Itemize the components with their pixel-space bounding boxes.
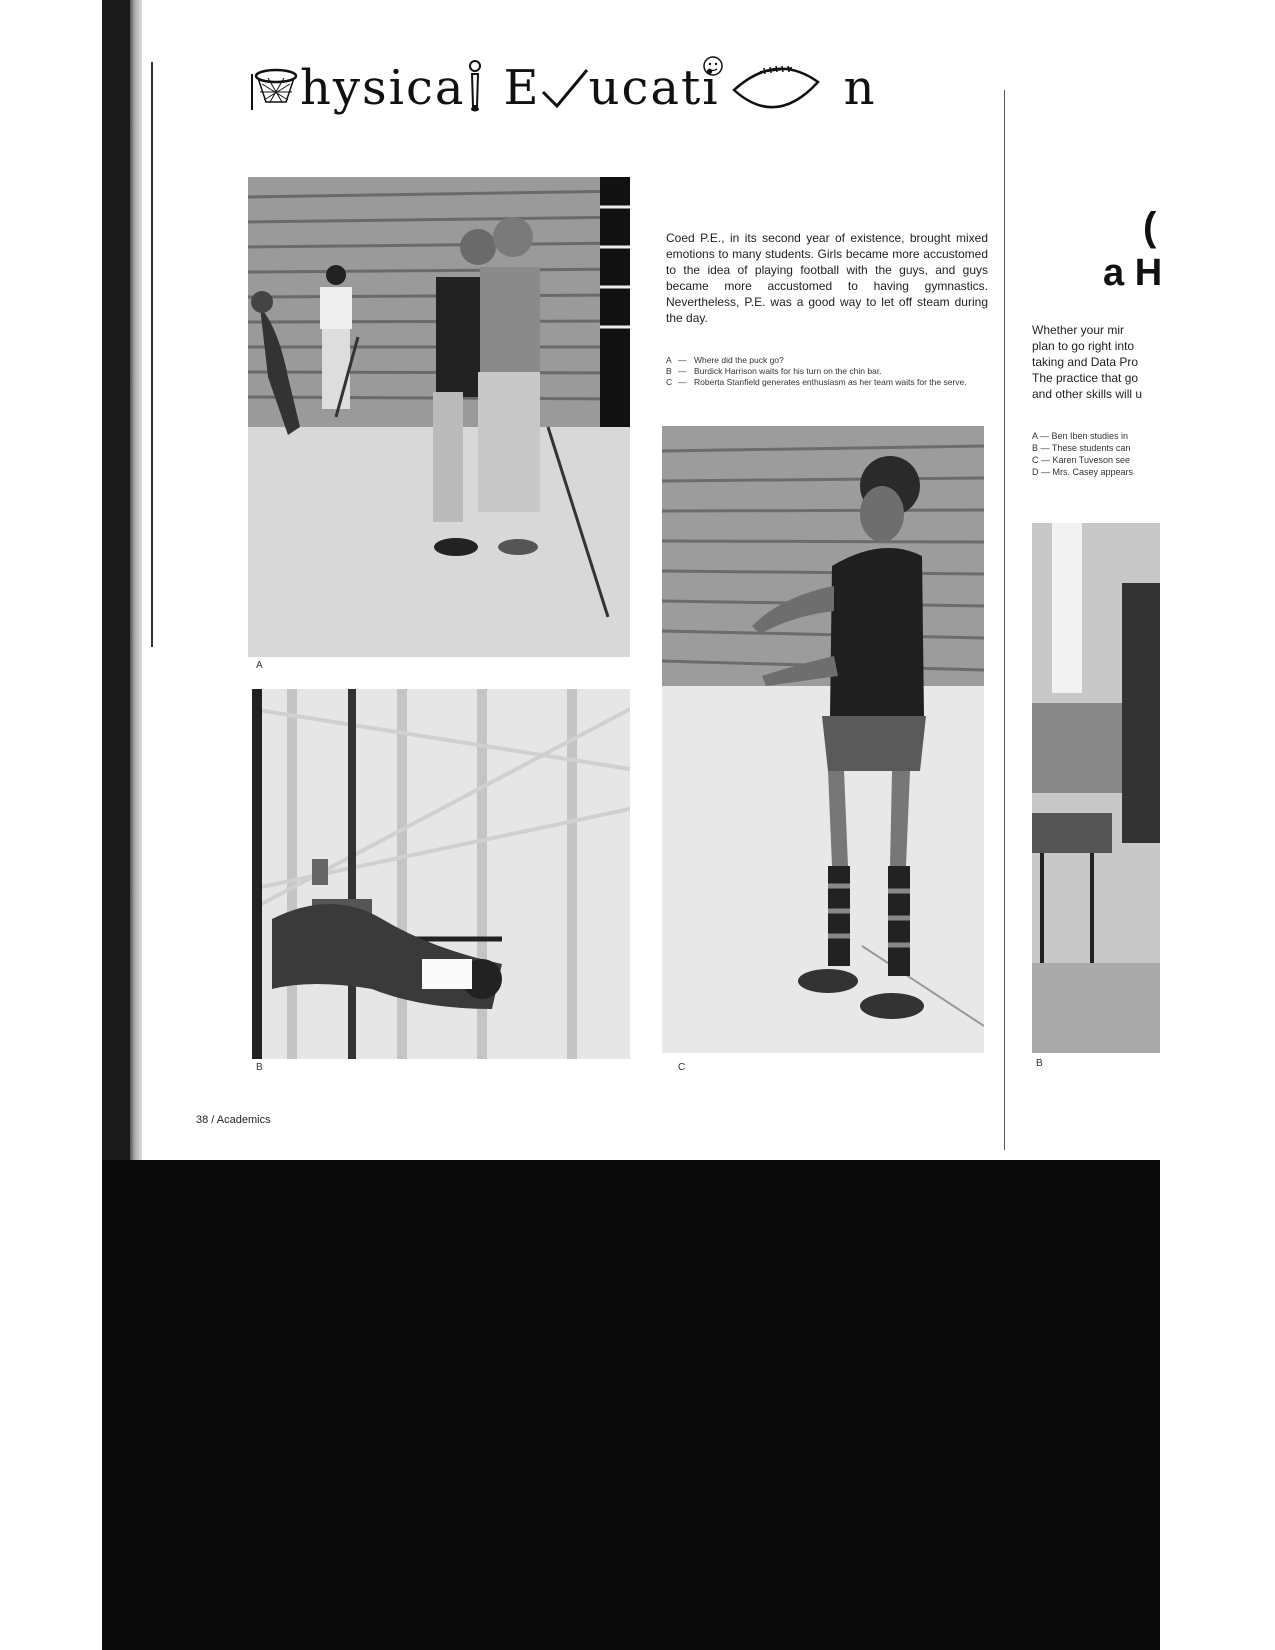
caption-dash: —	[678, 377, 687, 387]
next-page-body	[1032, 322, 1160, 402]
next-page-captions	[1032, 430, 1160, 478]
photo-a	[248, 177, 630, 657]
title-part-2: E	[503, 60, 541, 116]
scan-border-bottom	[102, 1160, 1160, 1650]
next-caption-line: C — Karen Tuveson see	[1032, 455, 1131, 465]
caption-letter: A	[666, 355, 672, 365]
page-gutter	[1004, 90, 1005, 1150]
caption-text: Where did the puck go?	[694, 355, 784, 365]
next-page-heading-line-2: a H	[1103, 252, 1163, 294]
title-part-3: ucat	[588, 60, 703, 116]
page-rule	[151, 62, 153, 647]
title-part-1: hysica	[300, 60, 466, 116]
football-icon	[730, 58, 822, 118]
book-binding-edge	[130, 0, 142, 1160]
next-body-line: Whether your mir	[1032, 323, 1125, 337]
next-page-heading-line-1: (	[1143, 205, 1157, 249]
next-body-line: and other skills will u	[1032, 387, 1143, 401]
scan-border-left	[102, 0, 130, 1160]
photo-c-label: C	[678, 1062, 686, 1073]
caption-dash: —	[678, 355, 687, 365]
photo-b-label: B	[256, 1062, 263, 1073]
caption-text: Roberta Stanfield generates enthusiasm as her team waits for the serve.	[694, 377, 967, 387]
next-body-line: plan to go right into	[1032, 339, 1135, 353]
title-part-5: n	[843, 60, 877, 116]
caption-row	[666, 366, 991, 377]
next-caption-line: A — Ben Iben studies in	[1032, 431, 1129, 441]
page-title	[248, 48, 877, 128]
next-body-line: The practice that go	[1032, 371, 1139, 385]
caption-letter: C	[666, 377, 673, 387]
title-part-4: i	[702, 60, 720, 116]
next-body-line: taking and Data Pro	[1032, 355, 1139, 369]
basketball-hoop-icon	[248, 62, 300, 114]
photo-c	[662, 426, 984, 1053]
caption-letter: B	[666, 366, 672, 376]
photo-captions	[666, 355, 991, 388]
scan-margin-right	[1160, 0, 1275, 1650]
next-caption-line: B — These students can	[1032, 443, 1131, 453]
next-page-photo-label: B	[1036, 1058, 1043, 1069]
caption-text: Burdick Harrison waits for his turn on the chin bar.	[694, 366, 882, 376]
baseball-bat-icon	[466, 60, 486, 116]
caption-row	[666, 377, 991, 388]
caption-dash: —	[678, 366, 687, 376]
article-body: Coed P.E., in its second year of existence, brought mixed emotions to many students. Girls became more accustomed to the idea of playing football with the guys, and guys became more accustomed to having gymnastics. Nevertheless, P.E. was a good way to let off steam during the day.	[666, 231, 988, 325]
check-mark-icon	[541, 66, 589, 110]
page-footer: 38 / Academics	[196, 1114, 271, 1126]
caption-row	[666, 355, 991, 366]
photo-a-label: A	[256, 660, 263, 671]
next-page-photo	[1032, 523, 1160, 1053]
next-caption-line: D — Mrs. Casey appears	[1032, 467, 1134, 477]
photo-b	[252, 689, 630, 1059]
